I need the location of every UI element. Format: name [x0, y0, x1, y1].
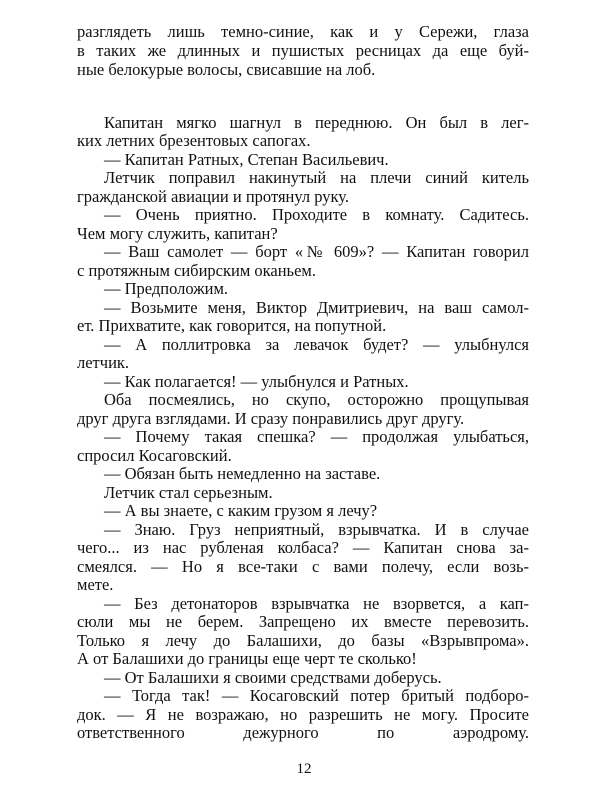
text-line: — Возьмите меня, Виктор Дмитриевич, на ваш самол- [104, 298, 529, 317]
text-line: спросил Косаговский. [77, 446, 232, 465]
text-line: — Очень приятно. Проходите в комнату. Садитесь. [104, 205, 529, 224]
text-line: А от Балашихи до границы еще черт те сколько! [77, 649, 417, 668]
text-line: Летчик поправил накинутый на плечи синий китель [104, 168, 529, 187]
text-line: — Без детонаторов взрывчатка не взорвется, а кап- [104, 594, 529, 613]
text-line: разглядеть лишь темно-синие, как и у Сережи, глаза [77, 22, 529, 41]
text-line: мете. [77, 575, 114, 594]
text-line: Чем могу служить, капитан? [77, 224, 278, 243]
text-line: — От Балашихи я своими средствами доберусь. [104, 668, 442, 687]
text-line: Капитан мягко шагнул в переднюю. Он был в лег- [104, 113, 529, 132]
text-line: — Предположим. [104, 279, 229, 298]
text-line: ких летних брезентовых сапогах. [77, 131, 311, 150]
text-line: — А вы знаете, с каким грузом я лечу? [104, 501, 378, 520]
text-line: — А поллитровка за левачок будет? — улыбнулся [104, 335, 529, 354]
text-line: — Тогда так! — Косаговский потер бритый подборо- [104, 686, 529, 705]
text-line: — Почему такая спешка? — продолжая улыбаться, [104, 427, 529, 446]
text-line: Летчик стал серьезным. [104, 483, 273, 502]
text-line: друг друга взглядами. И сразу понравились друг другу. [77, 409, 465, 428]
text-line: гражданской авиации и протянул руку. [77, 187, 350, 206]
text-line: сюли мы не берем. Запрещено их вместе перевозить. [77, 612, 529, 631]
text-line: ет. Прихватите, как говорится, на попутной. [77, 316, 387, 335]
page-number: 12 [296, 761, 312, 777]
text-line: — Обязан быть немедленно на заставе. [104, 464, 381, 483]
text-line: с протяжным сибирским оканьем. [77, 261, 316, 280]
text-line: Только я лечу до Балашихи, до базы «Взрывпрома». [77, 631, 529, 650]
text-line: — Знаю. Груз неприятный, взрывчатка. И в случае [104, 520, 529, 539]
text-line: смеялся. — Но я все-таки с вами полечу, если возь- [77, 557, 529, 576]
text-line: летчик. [77, 353, 130, 372]
text-line: в таких же длинных и пушистых ресницах да еще буй- [77, 41, 529, 60]
text-line: — Капитан Ратных, Степан Васильевич. [104, 150, 389, 169]
text-line: чего... из нас рубленая колбаса? — Капитан снова за- [77, 538, 529, 557]
text-line: ответственного дежурного по аэродрому. [77, 723, 529, 742]
text-line: — Ваш самолет — борт «№ 609»? — Капитан говорил [104, 242, 529, 261]
text-line: — Как полагается! — улыбнулся и Ратных. [104, 372, 409, 391]
text-line: док. — Я не возражаю, но разрешить не могу. Просите [77, 705, 529, 724]
text-line: Оба посмеялись, но скупо, осторожно прощупывая [104, 390, 529, 409]
text-line: ные белокурые волосы, свисавшие на лоб. [77, 60, 376, 79]
